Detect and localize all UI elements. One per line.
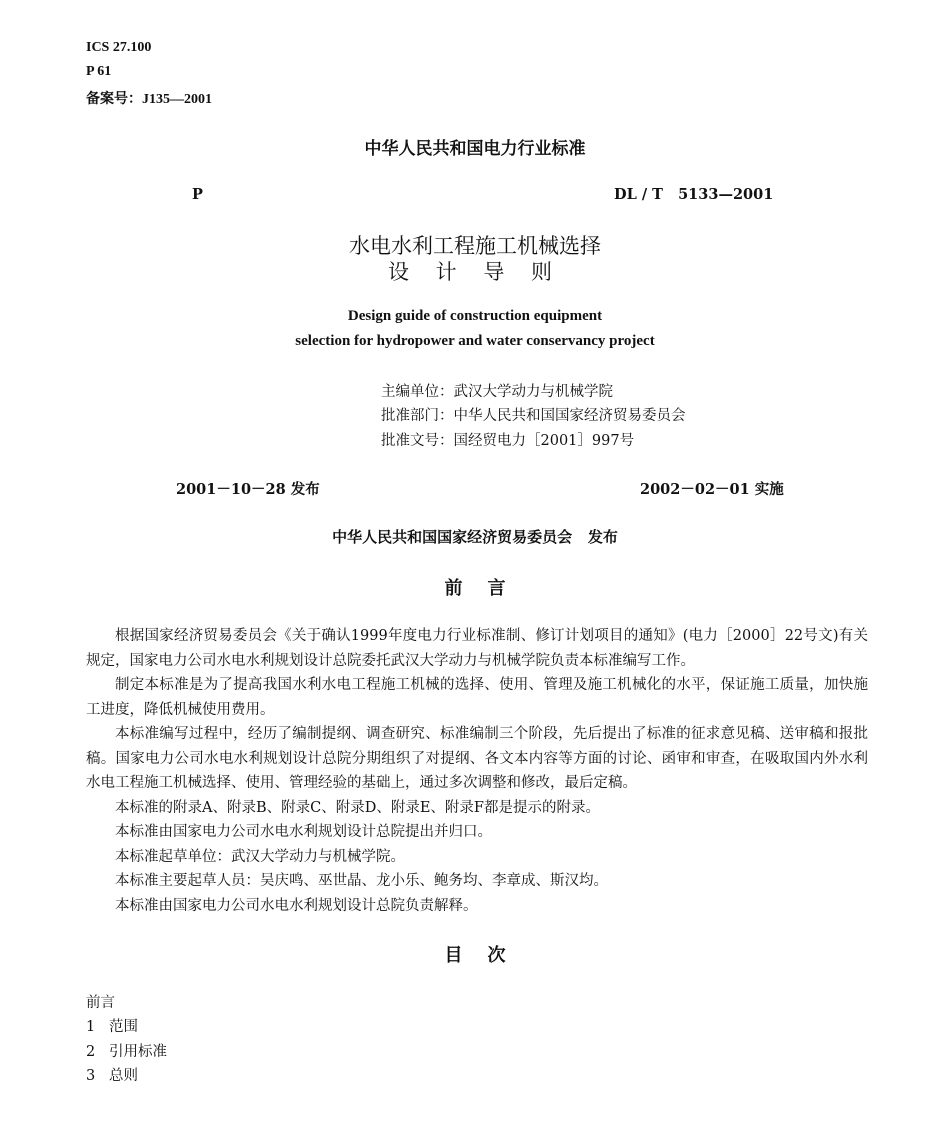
ics-code: ICS 27.100 <box>86 40 152 55</box>
standard-number: DL / T 5133—2001 <box>614 186 774 203</box>
foreword-paragraph: 本标准由国家电力公司水电水利规划设计总院提出并归口。 <box>115 824 492 840</box>
foreword-paragraph: 本标准由国家电力公司水电水利规划设计总院负责解释。 <box>115 898 478 914</box>
toc-item[interactable]: 3 总则 <box>86 1068 139 1084</box>
publisher: 中华人民共和国国家经济贸易委员会 发布 <box>332 528 618 546</box>
toc-heading: 目 次 <box>444 945 506 966</box>
approval-department: 批准部门：中华人民共和国国家经济贸易委员会 <box>381 408 686 424</box>
foreword-paragraph: 本标准编写过程中，经历了编制提纲、调查研究、标准编制三个阶段，先后提出了标准的征求意见稿、送审稿和报批稿。国家电力公司水电水利规划设计总院分期组织了对提纲、各文本内容等方面的讨论、函审和审查，在吸取国内外水利水电工程施工机械选择、使用、管理经验的基础上，通过多次调整和修改，最后定稿。 <box>86 726 868 791</box>
english-title-line-2: selection for hydropower and water conservancy project <box>295 333 655 349</box>
publish-date: 2001－10－28 发布 <box>176 481 320 498</box>
toc-item[interactable]: 前言 <box>86 995 115 1011</box>
foreword-paragraph: 制定本标准是为了提高我国水利水电工程施工机械的选择、使用、管理及施工机械化的水平，保证施工质量，加快施工进度，降低机械使用费用。 <box>86 677 868 718</box>
implement-date: 2002－02－01 实施 <box>640 481 784 498</box>
title-line-1: 水电水利工程施工机械选择 <box>349 234 601 258</box>
foreword-paragraph: 本标准起草单位：武汉大学动力与机械学院。 <box>115 849 405 865</box>
title-line-2: 设 计 导 则 <box>387 260 563 284</box>
editor-unit: 主编单位：武汉大学动力与机械学院 <box>381 384 613 400</box>
english-title-line-1: Design guide of construction equipment <box>347 308 603 324</box>
foreword-paragraph: 本标准主要起草人员：吴庆鸣、巫世晶、龙小乐、鲍务均、李章成、斯汉均。 <box>115 873 608 889</box>
toc-item[interactable]: 2 引用标准 <box>86 1044 168 1060</box>
foreword-paragraph: 本标准的附录A、附录B、附录C、附录D、附录E、附录F都是提示的附录。 <box>115 800 600 816</box>
standard-type: 中华人民共和国电力行业标准 <box>364 139 586 159</box>
foreword-paragraph: 根据国家经济贸易委员会《关于确认1999年度电力行业标准制、修订计划项目的通知》(电力［2000］22号文)有关规定，国家电力公司水电水利规划设计总院委托武汉大学动力与机械学院负责本标准编写工作。 <box>86 628 868 669</box>
approval-document: 批准文号：国经贸电力［2001］997号 <box>381 433 635 449</box>
record-number: 备案号：J135—2001 <box>86 92 212 107</box>
toc-item[interactable]: 1 范围 <box>86 1019 139 1035</box>
classification-code: P 61 <box>86 64 112 79</box>
foreword-heading: 前 言 <box>444 578 506 599</box>
category-letter: P <box>192 186 203 203</box>
